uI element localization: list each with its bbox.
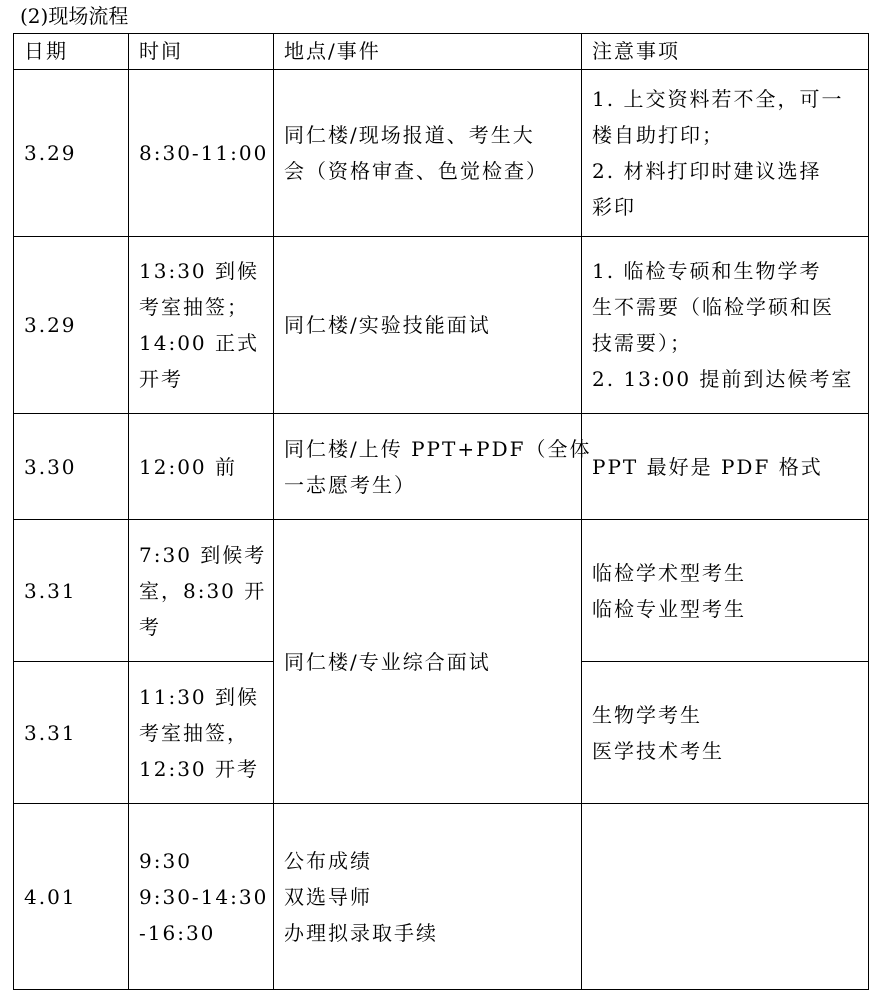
cell-place-event [274, 804, 582, 990]
time-line: 12:00 前 [139, 454, 237, 479]
cell-date: 3.29 [14, 237, 129, 414]
cell-notes [582, 70, 869, 237]
table-row [14, 414, 869, 520]
place-line: 办理拟录取手续 [284, 920, 438, 945]
note-line: 医学技术考生 [592, 738, 724, 763]
place-line: 同仁楼/上传 PPT+PDF（全体 [284, 436, 592, 461]
note-line: 2. 13:00 提前到达候考室 [592, 367, 854, 391]
cell-place-event [274, 237, 582, 414]
note-line: 临检学术型考生 [592, 560, 746, 585]
header-date: 日期 [14, 34, 129, 70]
note-line: 生物学考生 [592, 702, 702, 727]
cell-time [129, 414, 274, 520]
time-line: 考室抽签； [139, 295, 249, 319]
time-line: 14:00 正式 [139, 331, 259, 355]
table-header-row [14, 34, 869, 70]
cell-notes [582, 804, 869, 990]
note-line: 1. 上交资料若不全，可一 [592, 87, 844, 111]
time-line: 考 [139, 614, 161, 639]
time-line: 室，8:30 开 [139, 578, 267, 603]
place-line: 一志愿考生） [284, 472, 416, 497]
time-line: 9:30 [139, 848, 192, 873]
time-line: 8:30-11:00 [139, 141, 269, 165]
place-line: 公布成绩 [284, 848, 372, 873]
note-line: 楼自助打印； [592, 123, 724, 147]
cell-date: 3.29 [14, 70, 129, 237]
time-line: 开考 [139, 367, 183, 391]
cell-date: 3.31 [14, 520, 129, 662]
cell-place-event [274, 70, 582, 237]
place-line: 同仁楼/实验技能面试 [284, 313, 491, 337]
note-line: 1. 临检专硕和生物学考 [592, 259, 822, 283]
cell-notes [582, 662, 869, 804]
note-line: 技需要）； [592, 331, 692, 355]
place-line: 双选导师 [284, 884, 372, 909]
table-row [14, 237, 869, 414]
cell-place-event [274, 414, 592, 520]
header-notes: 注意事项 [582, 34, 869, 70]
time-line: 11:30 到候 [139, 684, 259, 709]
cell-date: 3.31 [14, 662, 129, 804]
table-row [14, 70, 869, 237]
cell-time [129, 520, 274, 662]
schedule-table [13, 33, 869, 990]
note-line: 彩印 [592, 195, 636, 219]
time-line: -16:30 [139, 920, 216, 945]
place-line: 会（资格审查、色觉检查） [284, 159, 548, 183]
cell-place-event [274, 520, 582, 804]
note-line: 2. 材料打印时建议选择 [592, 159, 822, 183]
time-line: 考室抽签， [139, 720, 249, 745]
cell-notes [582, 520, 869, 662]
cell-date: 3.30 [14, 414, 129, 520]
table-row [14, 804, 869, 990]
cell-notes [582, 414, 869, 520]
cell-date: 4.01 [14, 804, 129, 990]
cell-time [129, 804, 274, 990]
place-line: 同仁楼/现场报道、考生大 [284, 123, 535, 147]
cell-time [129, 662, 274, 804]
place-line: 同仁楼/专业综合面试 [284, 649, 491, 674]
header-time: 时间 [129, 34, 274, 70]
note-line: 生不需要（临检学硕和医 [592, 295, 834, 319]
header-place-event: 地点/事件 [274, 34, 582, 70]
cell-notes [582, 237, 869, 414]
cell-time [129, 70, 274, 237]
time-line: 9:30-14:30 [139, 884, 269, 909]
cell-time [129, 237, 274, 414]
time-line: 7:30 到候考 [139, 542, 267, 567]
note-line: PPT 最好是 PDF 格式 [592, 454, 823, 479]
table-row [14, 520, 869, 662]
section-title: (2)现场流程 [20, 4, 129, 28]
time-line: 12:30 开考 [139, 756, 259, 781]
note-line: 临检专业型考生 [592, 596, 746, 621]
time-line: 13:30 到候 [139, 259, 259, 283]
